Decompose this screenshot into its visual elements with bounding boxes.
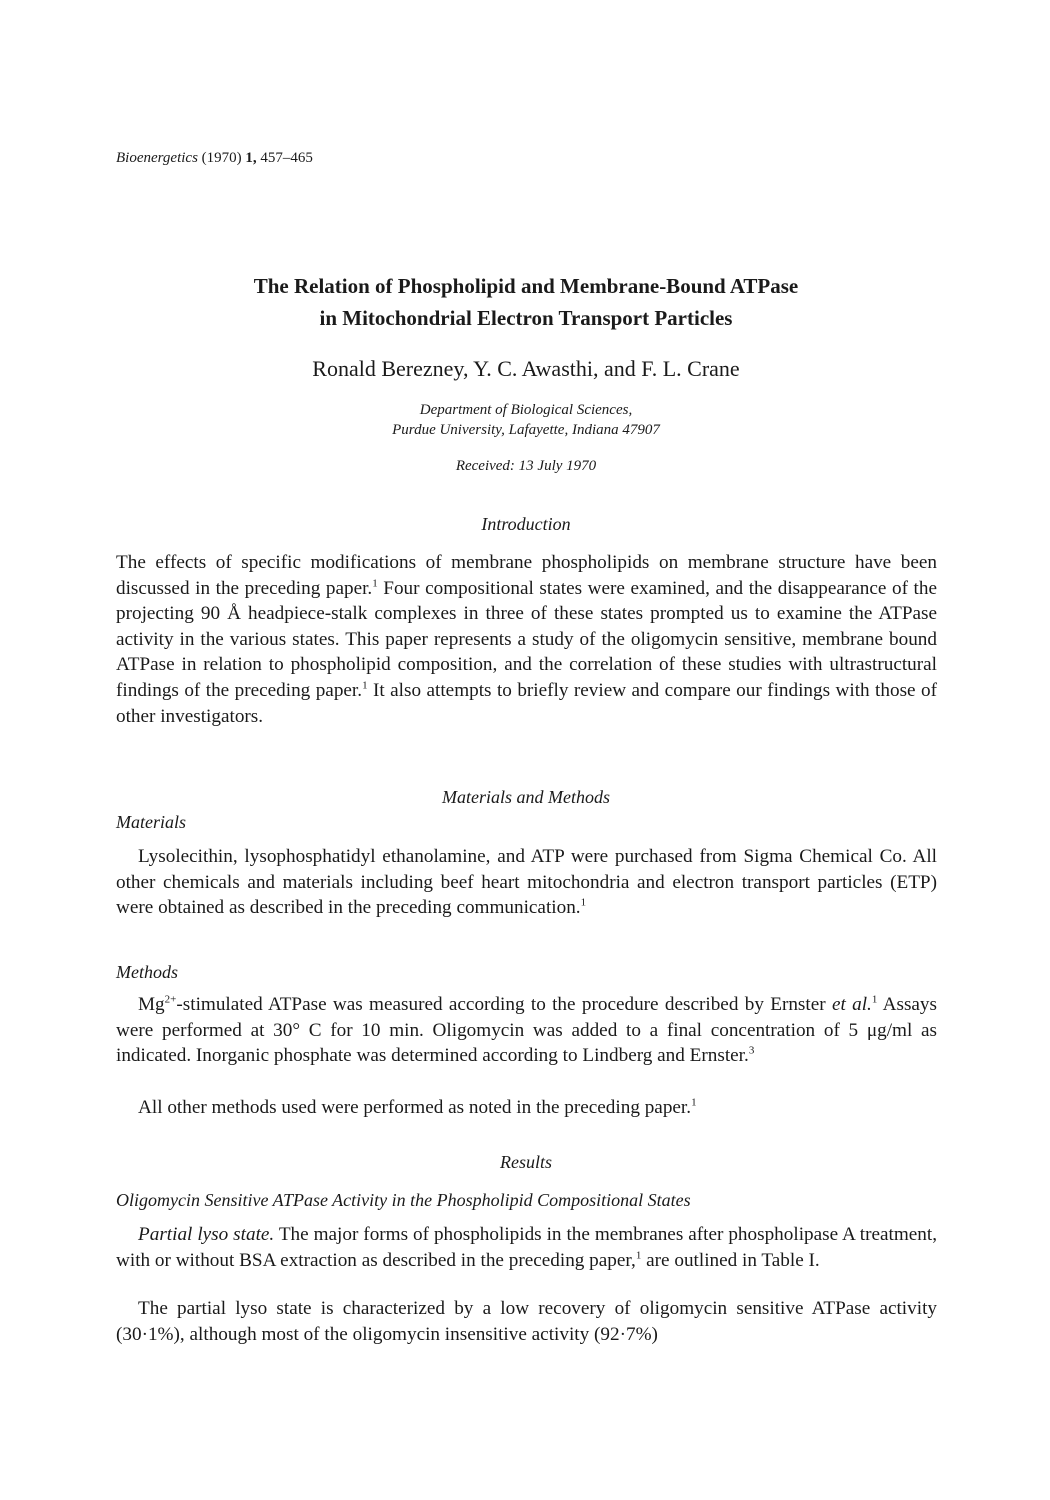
journal-pages: 457–465	[260, 150, 313, 166]
affiliation	[116, 400, 936, 440]
materials-subheading: Materials	[116, 812, 186, 832]
journal-name: Bioenergetics	[116, 150, 198, 166]
introduction-paragraph: The effects of specific modifications of membrane phospholipids on membrane structure have been discussed in the preceding paper.$^1$ Four compositional states were examined, and the disappearance of the projecting 90 Å headpiece-stalk complexes in three of these states prompted us to examine the ATPase activity in the various states. This paper represents a study of the oligomycin sensitive, membrane bound ATPase in relation to phospholipid composition, and the correlation of these studies with ultrastructural findings of the preceding paper.$^1$ It also attempts to briefly review and compare our findings with those of other investigators.	[116, 552, 937, 727]
materials-methods-heading: Materials and Methods	[442, 787, 610, 807]
journal-reference	[116, 150, 313, 167]
affiliation-line-1: Department of Biological Sciences,	[419, 402, 633, 418]
title-line-1: The Relation of Phospholipid and Membrane-Bound ATPase	[253, 274, 799, 298]
title-line-2: in Mitochondrial Electron Transport Particles	[319, 306, 733, 330]
journal-year: (1970)	[201, 150, 242, 166]
methods-paragraph-2: All other methods used were performed as noted in the preceding paper.$^1$	[138, 1096, 697, 1118]
methods-paragraph: $Mg^{2+}$-stimulated ATPase was measured according to the procedure described by Ernster et al.$^1$ Assays were performed at 30° C for 10 min. Oligomycin was added to a final concentration of 5 μg/ml as indicated. Inorganic phosphate was determined according to Lindberg and Ernster.$^3$	[116, 993, 937, 1067]
authors: Ronald Berezney, Y. C. Awasthi, and F. L. Crane	[312, 356, 740, 381]
paper-title	[116, 270, 936, 334]
results-heading: Results	[500, 1152, 552, 1172]
affiliation-line-2: Purdue University, Lafayette, Indiana 47907	[392, 422, 660, 438]
partial-lyso-paragraph: Partial lyso state. The major forms of phospholipids in the membranes after phospholipase A treatment, with or without BSA extraction as described in the preceding paper,$^1$ are outlined in Table I.	[116, 1224, 937, 1271]
methods-subheading: Methods	[116, 962, 178, 982]
received-date: Received: 13 July 1970	[455, 458, 597, 474]
results-paragraph-2: The partial lyso state is characterized by a low recovery of oligomycin sensitive ATPase activity (30·1%), although most of the oligomycin insensitive activity (92·7%)	[116, 1298, 937, 1345]
introduction-heading: Introduction	[481, 514, 571, 534]
journal-volume: 1,	[245, 150, 257, 166]
results-subheading: Oligomycin Sensitive ATPase Activity in the Phospholipid Compositional States	[116, 1190, 691, 1210]
materials-paragraph: Lysolecithin, lysophosphatidyl ethanolamine, and ATP were purchased from Sigma Chemical Co. All other chemicals and materials including beef heart mitochondria and electron transport particles (ETP) were obtained as described in the preceding communication.$^1$	[116, 846, 937, 919]
